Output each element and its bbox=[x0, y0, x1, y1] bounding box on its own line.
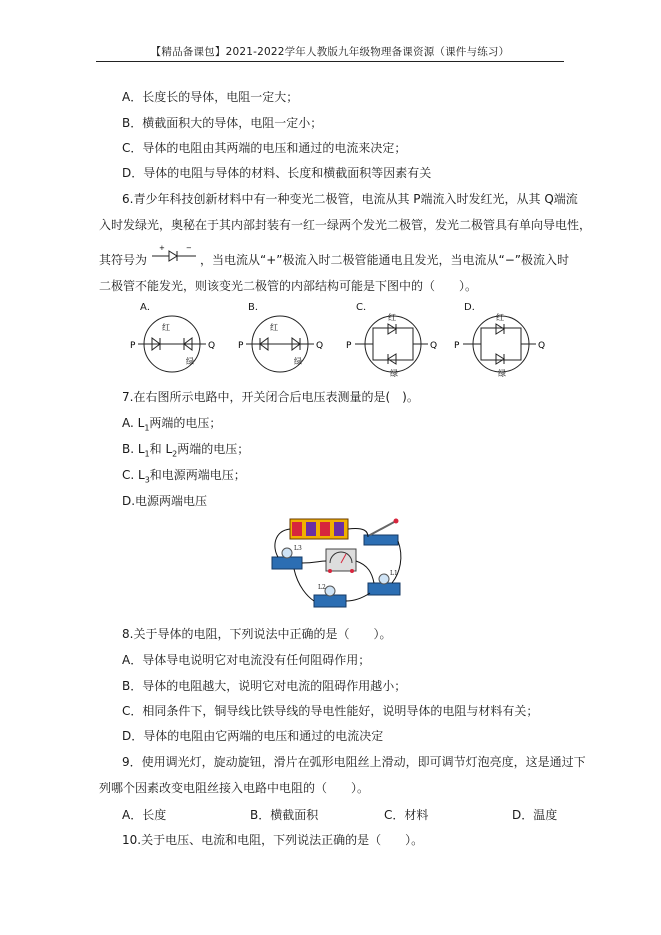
q6-stem-line2: 入时发绿光，奥秘在于其内部封装有一红一绿两个发光二极管，发光二极管具有单向导电性， bbox=[99, 218, 592, 232]
q6-diagram-a-letter: A． bbox=[140, 302, 157, 313]
q5-option-c: C．导体的电阻由其两端的电压和通过的电流来决定； bbox=[122, 141, 407, 155]
svg-text:红: 红 bbox=[388, 313, 396, 322]
svg-text:P: P bbox=[346, 341, 352, 351]
svg-text:P: P bbox=[130, 341, 136, 351]
svg-text:红: 红 bbox=[162, 323, 170, 332]
q8-stem: 8.关于导体的电阻，下列说法中正确的是（ ）。 bbox=[122, 627, 392, 641]
q7-stem: 7.在右图所示电路中，开关闭合后电压表测量的是( )。 bbox=[122, 390, 419, 404]
svg-text:红: 红 bbox=[270, 323, 278, 332]
q7-option-d: D.电源两端电压 bbox=[122, 494, 208, 508]
svg-text:Q: Q bbox=[316, 341, 324, 351]
q8-option-d: D．导体的电阻由它两端的电压和通过的电流决定 bbox=[122, 729, 384, 743]
circuit-illustration bbox=[268, 517, 404, 613]
q10-stem: 10.关于电压、电流和电阻，下列说法正确的是（ ）。 bbox=[122, 833, 424, 847]
q9-option-b: B．横截面积 bbox=[250, 808, 319, 822]
page-header: 【精品备课包】2021-2022学年人教版九年级物理备课资源（课件与练习） bbox=[150, 46, 510, 58]
svg-text:红: 红 bbox=[496, 313, 504, 322]
q6-stem-line3-suffix: ，当电流从“+”极流入时二极管能通电且发光，当电流从“−”极流入时 bbox=[200, 253, 569, 267]
q6-diagram-c-letter: C． bbox=[356, 302, 373, 313]
q9-option-d: D．温度 bbox=[512, 808, 558, 822]
svg-text:P: P bbox=[238, 341, 244, 351]
q5-option-d: D．导体的电阻与导体的材料、长度和横截面积等因素有关 bbox=[122, 166, 432, 180]
svg-text:绿: 绿 bbox=[390, 369, 398, 378]
q7-option-a: A. $L_1$两端的电压； bbox=[122, 416, 222, 433]
q5-option-b: B．横截面积大的导体，电阻一定小； bbox=[122, 116, 323, 130]
q6-diagram-a bbox=[122, 298, 232, 378]
q6-diagram-options bbox=[112, 298, 552, 378]
header-divider bbox=[96, 61, 564, 62]
q9-stem-line2: 列哪个因素改变电阻丝接入电路中电阻的（ ）。 bbox=[99, 781, 370, 795]
q8-option-a: A．导体导电说明它对电流没有任何阻碍作用； bbox=[122, 653, 371, 667]
svg-text:绿: 绿 bbox=[498, 369, 506, 378]
q9-option-c: C．材料 bbox=[384, 808, 429, 822]
q6-stem-line1: 6.青少年科技创新材料中有一种变光二极管，电流从其 P端流入时发红光，从其 Q端流 bbox=[122, 192, 578, 206]
q6-diagram-d bbox=[446, 298, 556, 378]
q6-stem-line4: 二极管不能发光，则该变光二极管的内部结构可能是下图中的（ ）。 bbox=[99, 279, 478, 293]
lamp-l2-label: L2 bbox=[318, 584, 326, 591]
diode-circuit-c-icon bbox=[338, 306, 448, 378]
svg-text:绿: 绿 bbox=[186, 357, 194, 366]
diode-minus-sign: − bbox=[186, 244, 192, 252]
q6-diagram-b bbox=[230, 298, 340, 378]
q6-diagram-c bbox=[338, 298, 448, 378]
svg-text:Q: Q bbox=[538, 341, 546, 351]
q8-option-c: C．相同条件下，铜导线比铁导线的导电性能好，说明导体的电阻与材料有关； bbox=[122, 704, 539, 718]
q7-option-b: B. $L_1$和 $L_2$两端的电压； bbox=[122, 442, 250, 459]
diode-symbol-icon bbox=[152, 243, 198, 267]
svg-text:Q: Q bbox=[430, 341, 438, 351]
diode-circuit-d-icon bbox=[446, 306, 556, 378]
lamp-l1-label: L1 bbox=[390, 570, 398, 577]
q9-option-a: A．长度 bbox=[122, 808, 167, 822]
q8-option-b: B．导体的电阻越大，说明它对电流的阻碍作用越小； bbox=[122, 679, 407, 693]
q6-stem-line3-prefix: 其符号为 bbox=[99, 253, 148, 267]
svg-text:绿: 绿 bbox=[294, 357, 302, 366]
q6-diagram-d-letter: D． bbox=[464, 302, 482, 313]
svg-text:P: P bbox=[454, 341, 460, 351]
diode-circuit-a-icon bbox=[122, 306, 232, 378]
svg-text:Q: Q bbox=[208, 341, 216, 351]
q9-stem-line1: 9．使用调光灯，旋动旋钮，滑片在弧形电阻丝上滑动，即可调节灯泡亮度，这是通过下 bbox=[122, 755, 586, 769]
q7-option-c: C. $L_3$和电源两端电压； bbox=[122, 468, 246, 485]
diode-circuit-b-icon bbox=[230, 306, 340, 378]
diode-plus-sign: + bbox=[159, 244, 165, 252]
lamp-l3-label: L3 bbox=[294, 545, 302, 552]
q5-option-a: A．长度长的导体，电阻一定大； bbox=[122, 90, 299, 104]
q6-diagram-b-letter: B． bbox=[248, 302, 265, 313]
